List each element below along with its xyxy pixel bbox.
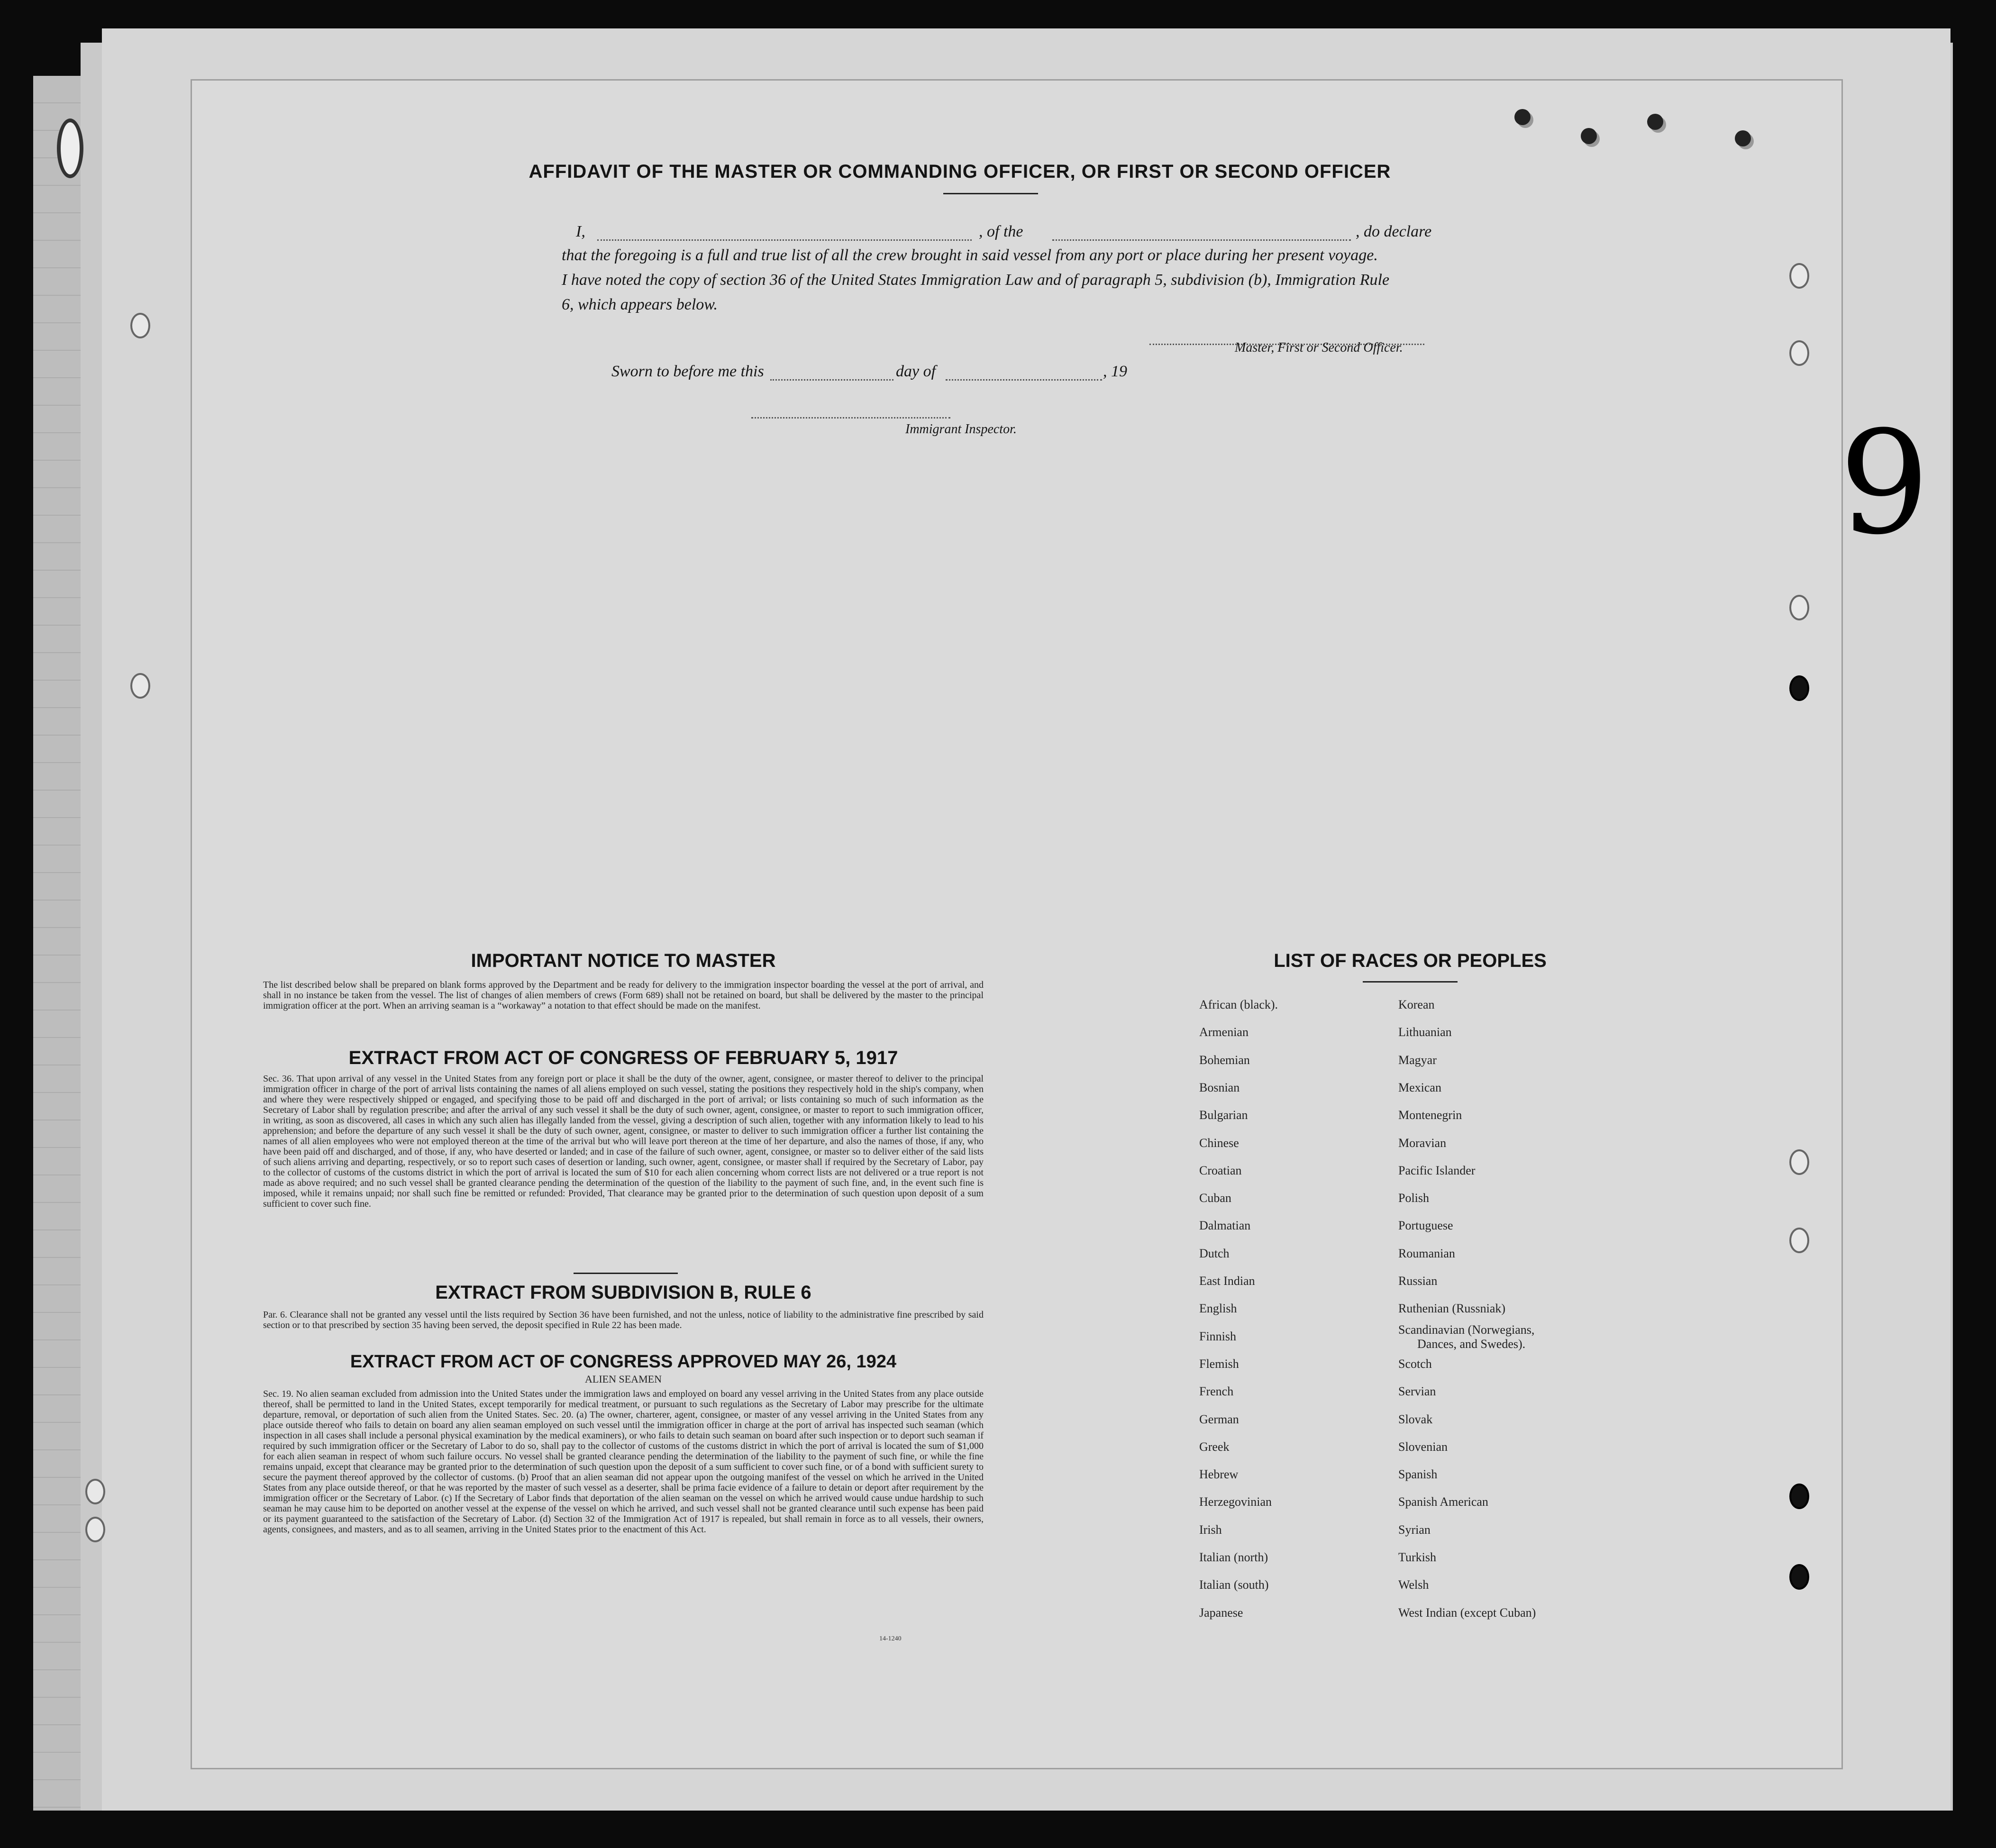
- form-number: 14-1240: [879, 1635, 902, 1642]
- race-item: Cuban: [1199, 1191, 1231, 1205]
- tack: [1735, 130, 1751, 146]
- affidavit-i: I,: [576, 223, 585, 240]
- race-item: Scotch: [1398, 1356, 1432, 1371]
- race-item: Pacific Islander: [1398, 1163, 1476, 1177]
- race-item: Italian (north): [1199, 1550, 1268, 1564]
- punch-hole: [1789, 595, 1809, 620]
- race-item: Chinese: [1199, 1136, 1239, 1150]
- title-underline: [943, 193, 1038, 194]
- extract-1924-body: Sec. 19. No alien seaman excluded from admission into the United States under the immigration laws and employed on board any vessel arriving in the United States from any place outside thereof, shall be permitted to land in the United States, except temporarily for medical treatment, or pursuant to such regulations as the Secretary of Labor may prescribe for the ultimate departure, removal, or deportation of such alien from the United States. Sec. 20. (a) The owner, charterer, agent, consignee, or master of any vessel arriving in the United States from any place outside thereof who fails to detain on board any alien seaman employed on such vessel until the immigration officer in charge at the port of arrival has inspected such seaman (which inspection in all cases shall include a personal physical examination by the medical examiners), or who fails to detain such seaman on board after such inspection or to deport such seaman if required by such immigration officer or the Secretary of Labor to do so, shall pay to the collector of customs of the customs district in which the port of arrival is located the sum of $1,000 for each alien seaman in respect of whom such failure occurs. No vessel shall be granted clearance pending the determination of the liability to the payment of such fine, or while the fine remains unpaid, except that clearance may be granted prior to the determination of such question upon the deposit of a sum sufficient to cover such fine, or of a bond with sufficient surety to secure the payment thereof approved by the collector of customs. (b) Proof that an alien seaman did not appear upon the outgoing manifest of the vessel on which he arrived in the United States from any place outside thereof, or that he was reported by the master of such vessel as a deserter, shall be prima facie evidence of a failure to detain or deport after requirement by the immigration officer or the Secretary of Labor. (c) If the Secretary of Labor finds that deportation of the alien seaman on the vessel on which he arrived would cause undue hardship to such seaman he may cause him to be deported on another vessel at the expense of the vessel on which he arrived, and such vessel shall not be granted clearance until such expense has been paid or its payment guaranteed to the satisfaction of the Secretary of Labor. (d) Section 32 of the Immigration Act of 1917 is repealed, but shall remain in force as to all vessels, their owners, agents, consignees, and masters, and as to all seamen, arriving in the United States prior to the enactment of this Act.: [263, 1389, 984, 1535]
- master-label: Master, First or Second Officer.: [1235, 340, 1403, 355]
- affidavit-line3: I have noted the copy of section 36 of the United States Immigration Law and of paragraph 5, subdivision (b), Immigration Rule: [562, 271, 1390, 289]
- affidavit-line4: 6, which appears below.: [562, 296, 718, 313]
- punch-hole: [1789, 1564, 1809, 1590]
- day-blank: [770, 379, 893, 381]
- race-item: Mexican: [1398, 1080, 1441, 1094]
- extract-rule6-body: Par. 6. Clearance shall not be granted any vessel until the lists required by Section 36 have been furnished, and not the unless, notice of liability to the administrative fine prescribed by said section or to that prescribed by section 35 having been served, the deposit specified in Rule 22 has been made.: [263, 1310, 984, 1330]
- race-item: Slovak: [1398, 1412, 1433, 1426]
- punch-hole: [1789, 1228, 1809, 1253]
- affidavit-line2: that the foregoing is a full and true list of all the crew brought in said vessel from any port or place during her present voyage.: [562, 246, 1378, 264]
- extract-1924-subtitle: ALIEN SEAMEN: [585, 1373, 662, 1385]
- race-item: Korean: [1398, 998, 1435, 1011]
- race-item: German: [1199, 1412, 1239, 1426]
- race-item: Spanish: [1398, 1467, 1438, 1482]
- extract-1917-body: Sec. 36. That upon arrival of any vessel in the United States from any foreign port or place it shall be the duty of the owner, agent, consignee, or master thereof to deliver to the principal immigration officer in charge of the port of arrival lists containing the names of all aliens employed on such vessel, stating the positions they respectively hold in the ship's company, when and where they were respectively shipped or engaged, and specifying those to be paid off and discharged in the port of arrival; or lists containing so much of such information as the Secretary of Labor shall by regulation prescribe; and after the arrival of any such vessel it shall be the duty of such owner, agent, consignee, or master to report to such immigration officer, in writing, as soon as discovered, all cases in which any such alien has illegally landed from the vessel, giving a description of such alien, together with any information likely to lead to his apprehension; and before the departure of any such vessel it shall be the duty of such owner, agent, consignee, or master to deliver to such immigration officer a further list containing the names of all alien employees who were not employed thereon at the time of the arrival but who will leave port thereon at the time of her departure, and also the names of those, if any, who have been paid off and discharged, and of those, if any, who have deserted or landed; and in case of the failure of such owner, agent, consignee, or master so to deliver either of the said lists of such aliens arriving and departing, respectively, or so to report such cases of desertion or landing, such owner, agent, consignee, or master shall if required by the Secretary of Labor, pay to the collector of customs of the customs district in which the port of arrival is located the sum of $10 for each alien concerning whom correct lists are not delivered or a true report is not made as above required; and no such vessel shall be granted clearance pending the determination of the question of the liability to the payment of such fine, and, in the event such fine is imposed, while it remains unpaid; nor shall such fine be remitted or refunded: Provided, That clearance may be granted prior to the determination of such question upon deposit of a sum sufficient to cover such fine.: [263, 1074, 984, 1209]
- races-title: LIST OF RACES OR PEOPLES: [1274, 950, 1547, 971]
- name-blank: [597, 239, 972, 241]
- race-item: Finnish: [1199, 1329, 1237, 1343]
- race-item: French: [1199, 1384, 1234, 1399]
- race-item: Bohemian: [1199, 1053, 1250, 1067]
- punch-hole: [1789, 1484, 1809, 1509]
- binder-ring: [57, 118, 83, 178]
- vessel-blank: [1052, 239, 1351, 241]
- race-item: Syrian: [1398, 1522, 1431, 1537]
- year-label: , 19: [1103, 363, 1127, 380]
- race-item: Slovenian: [1398, 1439, 1448, 1454]
- race-item: Japanese: [1199, 1605, 1243, 1620]
- extract-1917-title: EXTRACT FROM ACT OF CONGRESS OF FEBRUARY 5, 1917: [348, 1047, 898, 1068]
- race-item: African (black).: [1199, 998, 1278, 1011]
- race-item: English: [1199, 1302, 1237, 1316]
- race-item: Croatian: [1199, 1163, 1242, 1177]
- race-item: Welsh: [1398, 1578, 1429, 1592]
- punch-hole: [1789, 263, 1809, 289]
- extract-rule6-title: EXTRACT FROM SUBDIVISION B, RULE 6: [435, 1282, 811, 1303]
- inspector-blank: [751, 417, 950, 419]
- race-item: Herzegovinian: [1199, 1495, 1272, 1509]
- race-item: Lithuanian: [1398, 1025, 1452, 1039]
- race-item: East Indian: [1199, 1274, 1255, 1288]
- section-rule: [574, 1273, 678, 1274]
- punch-hole: [1789, 1149, 1809, 1175]
- race-item: Scandinavian (Norwegians,: [1398, 1322, 1535, 1337]
- race-item: Dalmatian: [1199, 1219, 1251, 1233]
- affidavit-of-the: , of the: [979, 223, 1023, 240]
- notice-body: The list described below shall be prepared on blank forms approved by the Department and be ready for delivery to the immigration inspector boarding the vessel at the port of arrival, and shall in no instance be taken from the vessel. The list of changes of alien members of crews (Form 689) shall not be retained on board, but shall be delivered by the master to the principal immigration officer at the port. When an arriving seaman is a “workaway” a notation to that effect should be made on the manifest.: [263, 980, 984, 1011]
- race-item: Magyar: [1398, 1053, 1437, 1067]
- extract-1924-title: EXTRACT FROM ACT OF CONGRESS APPROVED MAY 26, 1924: [350, 1352, 897, 1372]
- race-item: Dances, and Swedes).: [1417, 1337, 1526, 1351]
- race-item: West Indian (except Cuban): [1398, 1605, 1536, 1620]
- sworn-label: Sworn to before me this: [611, 363, 764, 380]
- race-item: Italian (south): [1199, 1578, 1269, 1592]
- race-item: Greek: [1199, 1439, 1230, 1454]
- manifest-page: [192, 81, 1930, 1768]
- affidavit-declare: , do declare: [1356, 223, 1432, 240]
- race-item: Spanish American: [1398, 1495, 1488, 1509]
- race-item: Portuguese: [1398, 1219, 1453, 1233]
- race-item: Bulgarian: [1199, 1108, 1248, 1122]
- race-item: Bosnian: [1199, 1080, 1240, 1094]
- tack: [1581, 128, 1597, 144]
- races-title-underline: [1363, 981, 1458, 983]
- race-item: Polish: [1398, 1191, 1430, 1205]
- race-item: Moravian: [1398, 1136, 1447, 1150]
- punch-hole: [1789, 340, 1809, 366]
- punch-hole: [85, 1479, 105, 1504]
- month-blank: [946, 379, 1102, 381]
- punch-hole: [85, 1517, 105, 1542]
- tack: [1514, 109, 1531, 125]
- tack: [1647, 114, 1663, 130]
- punch-hole: [1789, 675, 1809, 701]
- race-item: Roumanian: [1398, 1246, 1455, 1260]
- race-item: Flemish: [1199, 1356, 1239, 1371]
- inspector-label: Immigrant Inspector.: [905, 422, 1017, 437]
- race-item: Servian: [1398, 1384, 1436, 1399]
- race-item: Armenian: [1199, 1025, 1249, 1039]
- race-item: Irish: [1199, 1522, 1222, 1537]
- punch-hole: [130, 673, 150, 699]
- race-item: Ruthenian (Russniak): [1398, 1302, 1506, 1316]
- race-item: Hebrew: [1199, 1467, 1239, 1482]
- race-item: Montenegrin: [1398, 1108, 1462, 1122]
- affidavit-title: AFFIDAVIT OF THE MASTER OR COMMANDING OFFICER, OR FIRST OR SECOND OFFICER: [529, 161, 1391, 182]
- race-item: Turkish: [1398, 1550, 1436, 1564]
- notice-title: IMPORTANT NOTICE TO MASTER: [471, 950, 776, 971]
- day-of-label: day of: [896, 363, 936, 380]
- punch-hole: [130, 313, 150, 338]
- race-item: Russian: [1398, 1274, 1438, 1288]
- race-item: Dutch: [1199, 1246, 1230, 1260]
- handwritten-number: 9: [1839, 401, 1930, 566]
